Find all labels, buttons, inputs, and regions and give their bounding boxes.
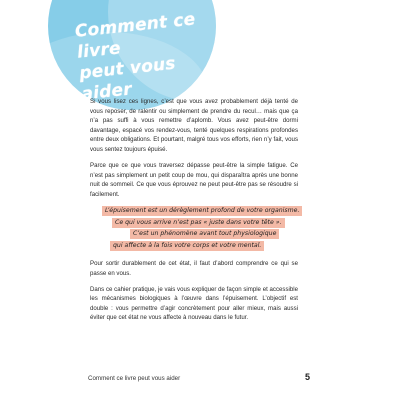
intro-text	[90, 97, 298, 206]
page-footer	[88, 372, 310, 382]
paragraph: Pour sortir durablement de cet état, il faut d’abord comprendre ce qui se passe en vous.	[90, 260, 298, 277]
page-number: 5	[304, 372, 310, 382]
paragraph: Parce que ce que vous traversez dépasse peut-être la simple fatigue. Ce n’est pas simplement un petit coup de mou, qui disparaîtra après une bonne nuit de sommeil. Ce que vous éprouvez ne peut peut-être pas se résoudre si facilement.	[90, 161, 298, 198]
running-title: Comment ce livre peut vous aider	[88, 375, 181, 382]
quote-line: qui affecte à la fois votre corps et votre mental.	[110, 241, 264, 251]
quote-line: L’épuisement est un dérèglement profond de votre organisme.	[102, 206, 302, 216]
paragraph: Dans ce cahier pratique, je vais vous expliquer de façon simple et accessible les mécanismes biologiques à l’œuvre dans l’épuisement. L’objectif est double : vous permettre d’agir concrètement pour aller mieux, mais aussi éviter que cet état ne vous affecte à nouveau dans le futur.	[90, 285, 298, 322]
quote-line: C’est un phénomène avant tout physiologique	[130, 229, 279, 239]
closing-text	[90, 259, 298, 329]
paragraph: Si vous lisez ces lignes, c’est que vous avez probablement déjà tenté de vous reposer, de ralentir ou simplement de prendre du recul… mais que ça n’a pas suffi à vous remettre d’aplomb. Vous avez peut-être dormi davantage, espacé vos rendez-vous, tenté quelques respirations profondes entre deux obligations. Et pourtant, malgré tous vos efforts, rien n’y fait, vous vous sentez toujours épuisé.	[90, 98, 298, 153]
highlighted-quote	[102, 206, 302, 252]
quote-line: Ce qui vous arrive n’est pas « juste dans votre tête ».	[112, 218, 285, 228]
chapter-title: Comment ce livre peut vous aider	[74, 9, 197, 105]
